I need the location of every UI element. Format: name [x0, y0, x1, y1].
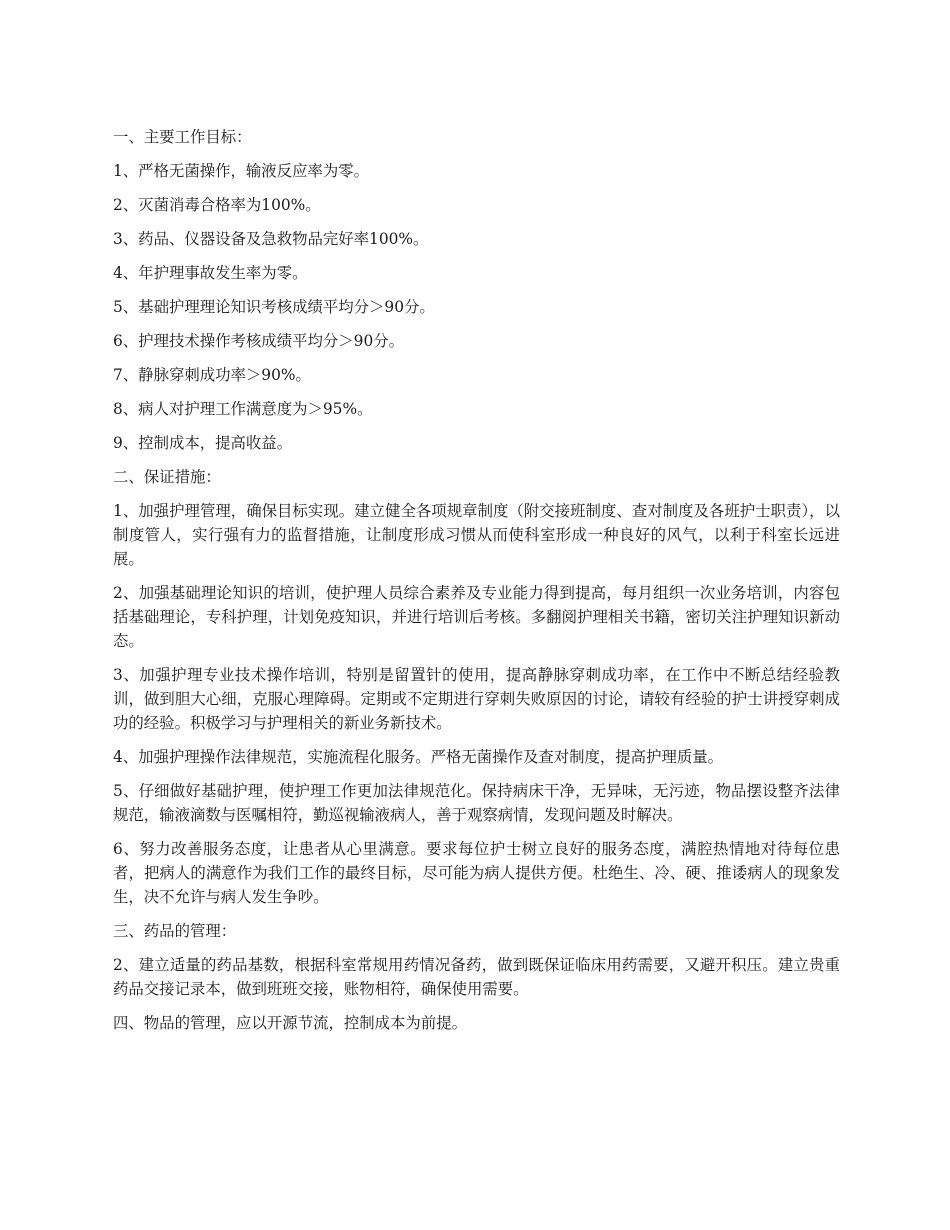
measure-item: 4、加强护理操作法律规范，实施流程化服务。严格无菌操作及查对制度，提高护理质量。 — [113, 748, 724, 766]
measure-item: 5、仔细做好基础护理，使护理工作更加法律规范化。保持病床干净，无异味，无污迹，物品摆设整齐法律规范，输液滴数与医嘱相符，勤巡视输液病人，善于观察病情，发现问题及时解决。 — [113, 782, 840, 824]
measure-item: 3、加强护理专业技术操作培训，特别是留置针的使用，提高静脉穿刺成功率，在工作中不断总结经验教训，做到胆大心细，克服心理障碍。定期或不定期进行穿刺失败原因的讨论，请较有经验的护士讲授穿刺成功的经验。积极学习与护理相关的新业务新技术。 — [113, 666, 840, 732]
goal-item: 4、年护理事故发生率为零。 — [113, 264, 308, 282]
heading-measures: 二、保证措施： — [113, 468, 221, 486]
goal-item: 5、基础护理理论知识考核成绩平均分＞90分。 — [113, 298, 435, 316]
goal-item: 7、静脉穿刺成功率＞90%。 — [113, 366, 311, 384]
goal-item: 3、药品、仪器设备及急救物品完好率100%。 — [113, 230, 429, 248]
drug-management-item: 2、建立适量的药品基数，根据科室常规用药情况备药，做到既保证临床用药需要，又避开积压。建立贵重药品交接记录本，做到班班交接，账物相符，确保使用需要。 — [113, 956, 840, 998]
document-body — [113, 125, 840, 1045]
goal-item: 6、护理技术操作考核成绩平均分＞90分。 — [113, 332, 405, 350]
goal-item: 8、病人对护理工作满意度为＞95%。 — [113, 400, 373, 418]
measure-item: 1、加强护理管理，确保目标实现。建立健全各项规章制度（附交接班制度、查对制度及各班护士职责），以制度管人，实行强有力的监督措施，让制度形成习惯从而使科室形成一种良好的风气，以利于科室长远进展。 — [113, 502, 840, 568]
goal-item: 1、严格无菌操作，输液反应率为零。 — [113, 162, 370, 180]
measure-item: 2、加强基础理论知识的培训，使护理人员综合素养及专业能力得到提高，每月组织一次业务培训，内容包括基础理论，专科护理，计划免疫知识，并进行培训后考核。多翻阅护理相关书籍，密切关注护理知识新动态。 — [113, 584, 840, 650]
measure-item: 6、努力改善服务态度，让患者从心里满意。要求每位护士树立良好的服务态度，满腔热情地对待每位患者，把病人的满意作为我们工作的最终目标，尽可能为病人提供方便。杜绝生、冷、硬、推诿病人的现象发生，决不允许与病人发生争吵。 — [113, 840, 840, 906]
goal-item: 2、灭菌消毒合格率为100%。 — [113, 196, 321, 214]
goal-item: 9、控制成本，提高收益。 — [113, 434, 293, 452]
heading-main-goals: 一、主要工作目标： — [113, 128, 252, 146]
heading-supplies-management: 四、物品的管理，应以开源节流，控制成本为前提。 — [113, 1014, 467, 1032]
heading-drug-management: 三、药品的管理： — [113, 922, 237, 940]
